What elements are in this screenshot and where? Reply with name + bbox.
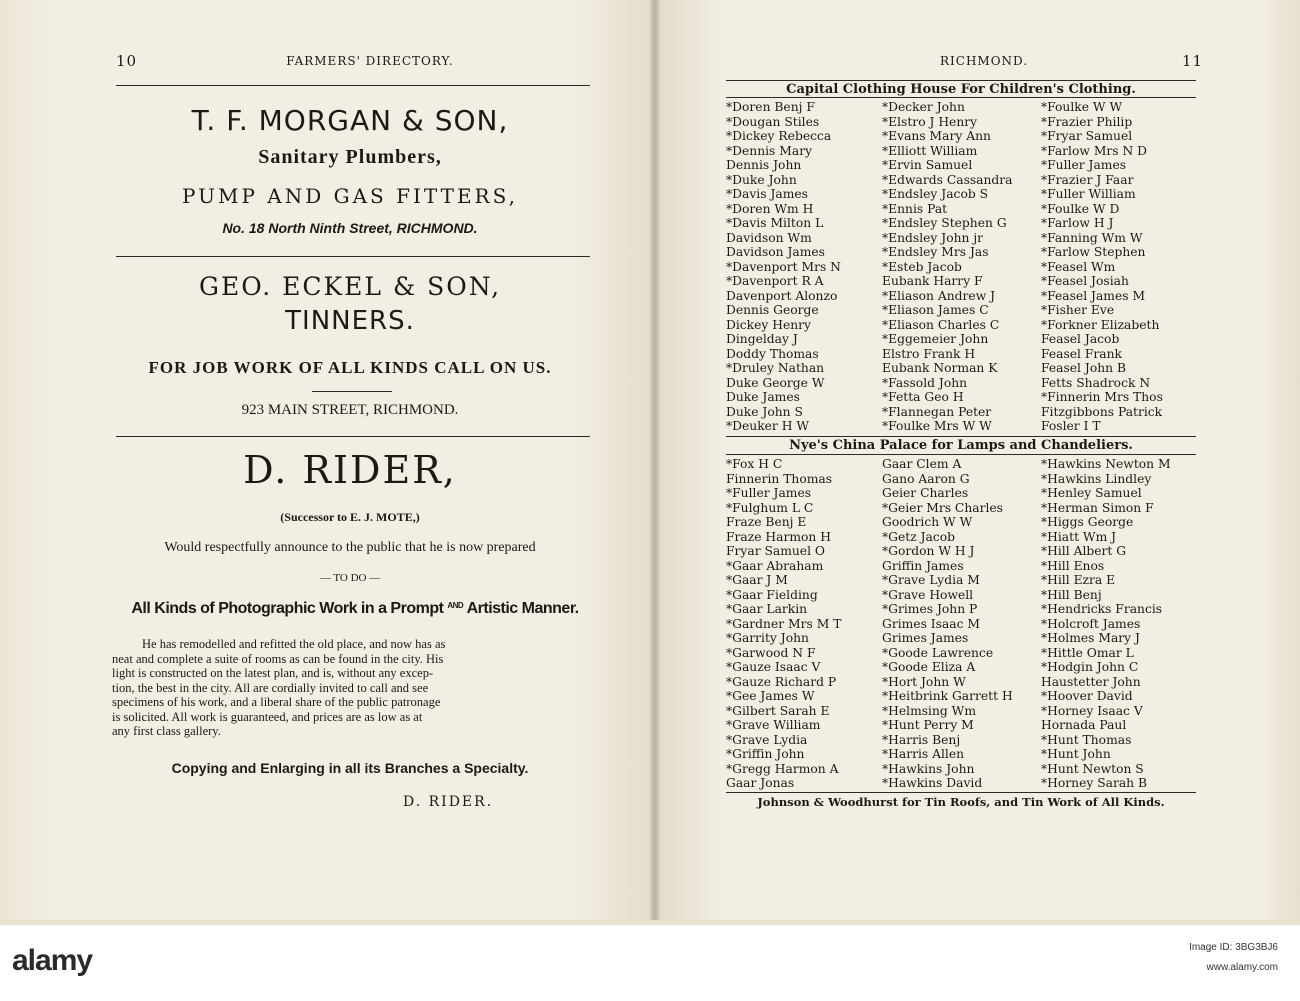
list-item: Dickey Henry bbox=[726, 317, 812, 332]
list-item: *Gauze Richard P bbox=[726, 674, 837, 689]
list-item: Gaar Jonas bbox=[726, 776, 795, 790]
list-item: *Eliason Charles C bbox=[882, 317, 1000, 332]
directory-section1-col1 bbox=[726, 100, 841, 434]
list-item: *Fanning Wm W bbox=[1041, 230, 1143, 245]
list-item: Fitzgibbons Patrick bbox=[1041, 404, 1163, 419]
rider-body bbox=[112, 637, 592, 739]
list-item: *Harris Benj bbox=[882, 732, 961, 747]
list-item: Eubank Norman K bbox=[882, 361, 998, 375]
left-head-rule bbox=[116, 85, 590, 86]
list-item: *Druley Nathan bbox=[726, 361, 825, 375]
rider-specialty: Copying and Enlarging in all its Branches a Specialty. bbox=[171, 760, 529, 776]
body-line: tion, the best in the city. All are cordially invited to call and see bbox=[112, 680, 429, 695]
left-running-head: FARMERS' DIRECTORY. bbox=[286, 54, 454, 68]
eckel-trade: TINNERS. bbox=[285, 306, 415, 336]
list-item: *Grimes John P bbox=[882, 602, 978, 616]
banner-clothing-rule bbox=[726, 97, 1196, 98]
list-item: *Davenport R A bbox=[726, 274, 824, 288]
right-page-number: 11 bbox=[1182, 52, 1204, 70]
list-item: Dennis George bbox=[726, 303, 819, 317]
list-item: *Hill Ezra E bbox=[1041, 573, 1116, 587]
directory-section1-col2 bbox=[882, 100, 1013, 434]
rider-signature: D. RIDER. bbox=[403, 794, 494, 810]
list-item: *Fuller William bbox=[1041, 187, 1136, 201]
list-item: *Gauze Isaac V bbox=[726, 660, 821, 674]
directory-section1-col3 bbox=[1041, 100, 1163, 434]
list-item: Fraze Benj E bbox=[726, 515, 807, 529]
list-item: Feasel Jacob bbox=[1041, 332, 1120, 346]
rider-headline-and: AND bbox=[447, 601, 464, 610]
list-item: *Helmsing Wm bbox=[882, 703, 976, 718]
short-rule bbox=[312, 391, 392, 392]
morgan-address: No. 18 North Ninth Street, RICHMOND. bbox=[222, 220, 478, 236]
list-item: Feasel John B bbox=[1041, 361, 1127, 375]
left-page-number: 10 bbox=[116, 52, 138, 70]
body-line: is solicited. All work is guaranteed, and prices are as low as at bbox=[112, 709, 423, 724]
list-item: *Elstro J Henry bbox=[882, 114, 978, 129]
list-item: *Deuker H W bbox=[726, 419, 809, 433]
right-running-head: RICHMOND. bbox=[940, 54, 1029, 68]
list-item: *Frazier Philip bbox=[1041, 114, 1133, 129]
rider-headline-part-b: Artistic Manner. bbox=[466, 600, 579, 617]
list-item: Elstro Frank H bbox=[882, 346, 976, 361]
list-item: *Endsley Mrs Jas bbox=[882, 245, 989, 259]
morgan-services: PUMP AND GAS FITTERS, bbox=[182, 184, 518, 208]
list-item: *Dougan Stiles bbox=[726, 114, 820, 129]
list-item: *Gardner Mrs M T bbox=[726, 616, 842, 631]
list-item: *Gilbert Sarah E bbox=[726, 703, 830, 718]
list-item: *Finnerin Mrs Thos bbox=[1041, 390, 1163, 404]
list-item: *Dennis Mary bbox=[726, 143, 813, 158]
list-item: Griffin James bbox=[882, 558, 964, 573]
eckel-name: GEO. ECKEL & SON, bbox=[198, 272, 502, 301]
list-item: *Griffin John bbox=[726, 747, 805, 761]
list-item: Duke George W bbox=[726, 375, 825, 390]
list-item: *Fuller James bbox=[726, 486, 812, 500]
list-item: *Farlow Mrs N D bbox=[1041, 143, 1148, 158]
list-item: Grimes Isaac M bbox=[882, 616, 981, 631]
banner-tin-top-rule bbox=[726, 792, 1196, 793]
list-item: *Grave Lydia bbox=[726, 732, 808, 747]
list-item: *Garrity John bbox=[726, 631, 809, 645]
rider-name: D. RIDER, bbox=[243, 448, 457, 492]
list-item: Feasel Frank bbox=[1041, 346, 1123, 361]
list-item: Duke John S bbox=[726, 404, 803, 419]
stock-brand: alamy bbox=[12, 944, 93, 977]
list-item: *Gee James W bbox=[726, 689, 815, 703]
rider-headline bbox=[100, 600, 610, 618]
list-item: *Hort John W bbox=[882, 674, 966, 689]
list-item: *Doren Wm H bbox=[726, 201, 814, 216]
list-item: *Ervin Samuel bbox=[882, 158, 973, 172]
list-item: *Foulke Mrs W W bbox=[882, 419, 992, 433]
list-item: Doddy Thomas bbox=[726, 346, 819, 361]
list-item: *Henley Samuel bbox=[1041, 486, 1142, 500]
body-line: light is constructed on the latest plan, and is, without any excep- bbox=[112, 666, 434, 680]
directory-section2-col2 bbox=[882, 457, 1013, 791]
list-item: *Horney Isaac V bbox=[1041, 703, 1143, 718]
list-item: *Ennis Pat bbox=[882, 201, 948, 216]
list-item: *Goode Lawrence bbox=[882, 645, 994, 660]
rule-2 bbox=[116, 436, 590, 437]
list-item: *Hiatt Wm J bbox=[1041, 529, 1117, 544]
rider-headline-part-a: All Kinds of Photographic Work in a Prompt bbox=[131, 600, 444, 617]
banner-china-rule bbox=[726, 454, 1196, 455]
list-item: *Gaar Fielding bbox=[726, 587, 818, 602]
list-item: *Endsley Stephen G bbox=[882, 216, 1007, 230]
banner-tin: Johnson & Woodhurst for Tin Roofs, and Tin Work of All Kinds. bbox=[757, 795, 1165, 809]
list-item: Davidson James bbox=[726, 245, 825, 259]
list-item: *Hill Albert G bbox=[1041, 544, 1127, 558]
list-item: *Getz Jacob bbox=[882, 529, 956, 544]
list-item: *Hoover David bbox=[1041, 689, 1133, 703]
list-item: *Geier Mrs Charles bbox=[882, 500, 1003, 515]
banner-clothing: Capital Clothing House For Children's Clothing. bbox=[786, 82, 1136, 97]
list-item: *Foulke W W bbox=[1041, 100, 1123, 114]
list-item: Davidson Wm bbox=[726, 230, 812, 245]
list-item: *Higgs George bbox=[1041, 515, 1134, 529]
body-line: neat and complete a suite of rooms as can be found in the city. His bbox=[112, 651, 444, 666]
list-item: *Edwards Cassandra bbox=[882, 172, 1013, 187]
list-item: Dennis John bbox=[726, 158, 802, 172]
eckel-tagline: FOR JOB WORK OF ALL KINDS CALL ON US. bbox=[148, 358, 552, 377]
rider-announce: Would respectfully announce to the public that he is now prepared bbox=[164, 540, 536, 555]
list-item: *Dickey Rebecca bbox=[726, 129, 832, 143]
morgan-trade: Sanitary Plumbers, bbox=[258, 146, 442, 168]
book-gutter bbox=[650, 0, 660, 920]
list-item: *Hendricks Francis bbox=[1041, 602, 1163, 616]
list-item: *Grave William bbox=[726, 718, 821, 732]
list-item: *Farlow Stephen bbox=[1041, 245, 1146, 259]
list-item: *Hawkins John bbox=[882, 761, 975, 776]
list-item: *Forkner Elizabeth bbox=[1041, 317, 1160, 332]
list-item: *Doren Benj F bbox=[726, 100, 815, 114]
list-item: *Fulghum L C bbox=[726, 500, 814, 515]
list-item: Grimes James bbox=[882, 631, 969, 645]
list-item: *Hittle Omar L bbox=[1041, 645, 1134, 660]
list-item: *Farlow H J bbox=[1041, 216, 1114, 230]
list-item: *Gregg Harmon A bbox=[726, 761, 839, 776]
list-item: Fetts Shadrock N bbox=[1041, 375, 1151, 390]
rider-to-do: — TO DO — bbox=[319, 572, 381, 584]
list-item: *Fryar Samuel bbox=[1041, 129, 1133, 143]
list-item: Haustetter John bbox=[1041, 674, 1141, 689]
stock-info bbox=[1189, 938, 1278, 978]
list-item: *Feasel Josiah bbox=[1041, 274, 1129, 288]
list-item: Eubank Harry F bbox=[882, 274, 983, 288]
list-item: *Elliott William bbox=[882, 143, 978, 158]
right-head-rule bbox=[726, 80, 1196, 81]
list-item: *Frazier J Faar bbox=[1041, 172, 1134, 187]
list-item: *Feasel Wm bbox=[1041, 259, 1116, 274]
list-item: *Davis James bbox=[726, 187, 808, 201]
list-item: *Fetta Geo H bbox=[882, 390, 964, 404]
list-item: Goodrich W W bbox=[882, 515, 973, 529]
rule-1 bbox=[116, 256, 590, 257]
list-item: *Hodgin John C bbox=[1041, 660, 1139, 674]
morgan-name: T. F. MORGAN & SON, bbox=[191, 104, 509, 137]
rider-successor: (Successor to E. J. MOTE,) bbox=[280, 510, 420, 524]
list-item: *Hill Benj bbox=[1041, 587, 1102, 602]
body-line: specimens of his work, and a liberal share of the public patronage bbox=[112, 695, 441, 709]
list-item: *Hunt Perry M bbox=[882, 718, 974, 732]
list-item: *Flannegan Peter bbox=[882, 404, 992, 419]
list-item: *Duke John bbox=[726, 172, 797, 187]
list-item: *Hawkins Newton M bbox=[1041, 457, 1171, 471]
eckel-address: 923 MAIN STREET, RICHMOND. bbox=[241, 402, 459, 418]
list-item: Fryar Samuel O bbox=[726, 544, 826, 558]
directory-section2-col3 bbox=[1041, 457, 1171, 791]
list-item: *Holcroft James bbox=[1041, 616, 1141, 631]
stock-footer bbox=[0, 925, 1300, 1001]
list-item: *Decker John bbox=[882, 100, 965, 114]
list-item: *Gaar Abraham bbox=[726, 558, 824, 573]
stock-site: www.alamy.com bbox=[1206, 962, 1278, 973]
list-item: *Hawkins David bbox=[882, 776, 983, 790]
list-item: *Horney Sarah B bbox=[1041, 776, 1148, 790]
list-item: *Grave Howell bbox=[882, 587, 974, 602]
list-item: *Fisher Eve bbox=[1041, 303, 1115, 317]
list-item: *Evans Mary Ann bbox=[882, 129, 991, 143]
list-item: *Eggemeier John bbox=[882, 332, 989, 346]
list-item: *Esteb Jacob bbox=[882, 259, 962, 274]
list-item: *Foulke W D bbox=[1041, 201, 1120, 216]
list-item: *Goode Eliza A bbox=[882, 660, 976, 674]
list-item: *Fox H C bbox=[726, 457, 783, 471]
list-item: Finnerin Thomas bbox=[726, 471, 833, 486]
list-item: Gaar Clem A bbox=[882, 457, 962, 471]
list-item: *Hunt John bbox=[1041, 747, 1111, 761]
list-item: *Grave Lydia M bbox=[882, 573, 980, 587]
list-item: Dingelday J bbox=[726, 332, 798, 346]
list-item: *Feasel James M bbox=[1041, 288, 1146, 303]
list-item: *Hawkins Lindley bbox=[1041, 471, 1152, 486]
body-line: any first class gallery. bbox=[112, 724, 221, 738]
list-item: Hornada Paul bbox=[1041, 718, 1127, 732]
list-item: *Davenport Mrs N bbox=[726, 259, 841, 274]
list-item: *Davis Milton L bbox=[726, 216, 824, 230]
list-item: Davenport Alonzo bbox=[726, 288, 838, 303]
banner-china: Nye's China Palace for Lamps and Chandeliers. bbox=[789, 438, 1133, 453]
list-item: *Eliason James C bbox=[882, 303, 989, 317]
list-item: *Heitbrink Garrett H bbox=[882, 689, 1013, 703]
list-item: *Gaar Larkin bbox=[726, 602, 808, 616]
list-item: *Garwood N F bbox=[726, 645, 816, 660]
directory-section2-col1 bbox=[726, 457, 841, 791]
list-item: *Hill Enos bbox=[1041, 558, 1105, 573]
list-item: Geier Charles bbox=[882, 486, 969, 500]
body-line: He has remodelled and refitted the old place, and now has as bbox=[142, 637, 446, 651]
banner-china-top-rule bbox=[726, 436, 1196, 437]
list-item: *Gaar J M bbox=[726, 573, 788, 587]
list-item: Duke James bbox=[726, 390, 800, 404]
list-item: Fraze Harmon H bbox=[726, 529, 831, 544]
list-item: *Endsley Jacob S bbox=[882, 187, 989, 201]
list-item: *Holmes Mary J bbox=[1041, 631, 1140, 645]
list-item: *Fuller James bbox=[1041, 158, 1127, 172]
list-item: *Eliason Andrew J bbox=[882, 288, 996, 303]
list-item: *Hunt Thomas bbox=[1041, 732, 1132, 747]
stock-image-id: Image ID: 3BG3BJ6 bbox=[1189, 942, 1278, 953]
list-item: *Herman Simon F bbox=[1041, 500, 1154, 515]
list-item: *Hunt Newton S bbox=[1041, 761, 1144, 776]
list-item: *Endsley John jr bbox=[882, 230, 984, 245]
list-item: Gano Aaron G bbox=[882, 471, 970, 486]
list-item: Fosler I T bbox=[1041, 419, 1101, 433]
list-item: *Gordon W H J bbox=[882, 544, 975, 558]
list-item: *Harris Allen bbox=[882, 747, 965, 761]
list-item: *Fassold John bbox=[882, 375, 968, 390]
